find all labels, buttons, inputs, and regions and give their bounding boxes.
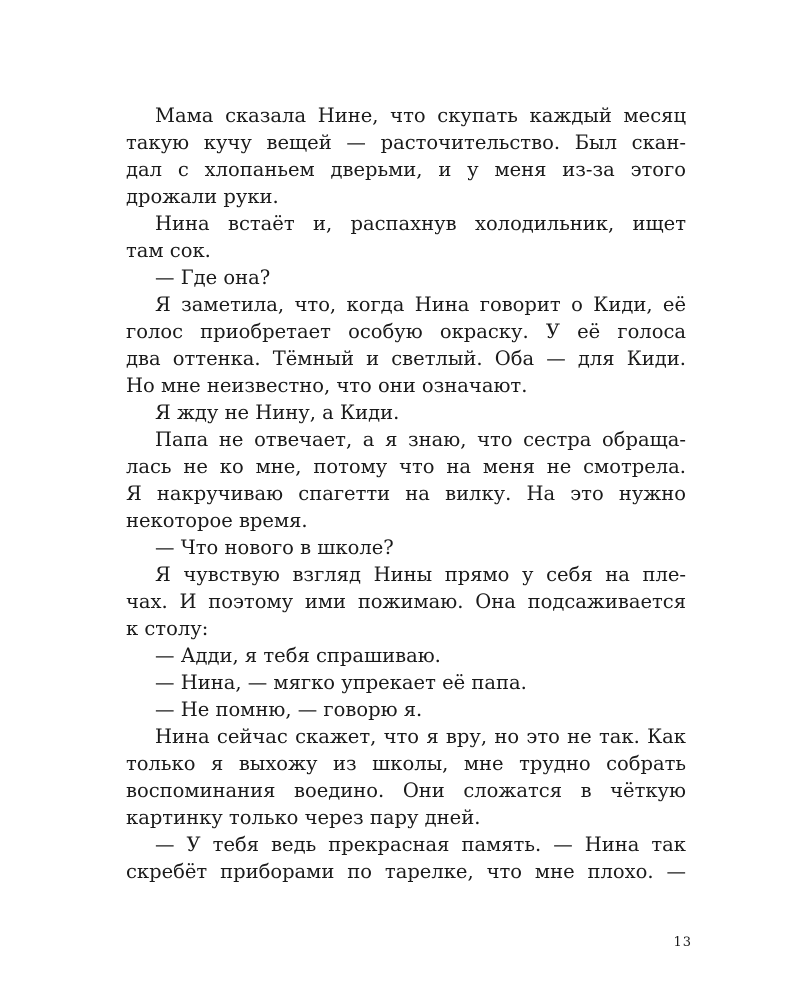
text-line: Нина встаёт и, распахнув холодильник, ищет [155,212,686,235]
text-line: Я чувствую взгляд Нины прямо у себя на пле- [155,563,686,586]
text-line: дал с хлопаньем дверьми, и у меня из-за этого [126,158,686,181]
text-line: только я выхожу из школы, мне трудно собрать [126,752,686,775]
text-line: скребёт приборами по тарелке, что мне плохо. — [126,860,686,883]
text-line: два оттенка. Тёмный и светлый. Оба — для Киди. [126,347,686,370]
text-line: там сок. [126,239,211,262]
text-line: — Где она? [155,266,271,289]
text-line: лась не ко мне, потому что на меня не смотрела. [126,455,686,478]
text-line: некоторое время. [126,509,308,532]
text-line: Папа не отвечает, а я знаю, что сестра обраща- [155,428,686,451]
page-body-text [126,102,686,885]
text-line: к столу: [126,617,209,640]
text-line: чах. И поэтому ими пожимаю. Она подсаживается [126,590,686,613]
text-line: — У тебя ведь прекрасная память. — Нина так [155,833,686,856]
text-line: голос приобретает особую окраску. У её голоса [126,320,686,343]
text-line: картинку только через пару дней. [126,806,481,829]
text-line: такую кучу вещей — расточительство. Был скан- [126,131,686,154]
page-number: 13 [673,935,692,950]
text-line: Я заметила, что, когда Нина говорит о Киди, её [155,293,686,316]
text-line: — Не помню, — говорю я. [155,698,423,721]
text-line: Но мне неизвестно, что они означают. [126,374,528,397]
text-line: — Адди, я тебя спрашиваю. [155,644,441,667]
text-line: — Что нового в школе? [155,536,394,559]
text-line: — Нина, — мягко упрекает её папа. [155,671,527,694]
text-line: воспоминания воедино. Они сложатся в чёткую [126,779,686,802]
text-line: Нина сейчас скажет, что я вру, но это не так. Как [155,725,686,748]
text-line: Я накручиваю спагетти на вилку. На это нужно [126,482,686,505]
text-line: Мама сказала Нине, что скупать каждый месяц [155,104,686,127]
text-line: Я жду не Нину, а Киди. [155,401,400,424]
text-line: дрожали руки. [126,185,279,208]
